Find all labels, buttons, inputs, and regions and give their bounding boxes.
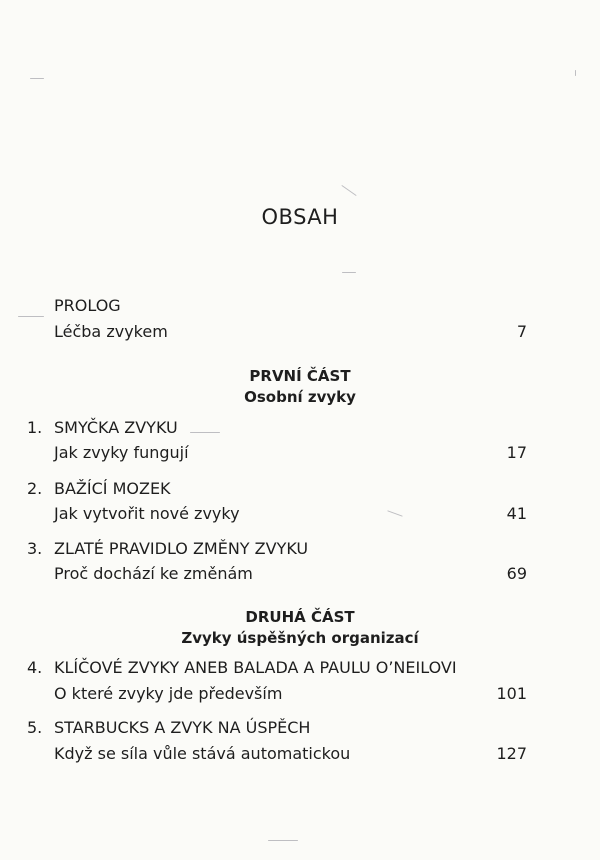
chapter-5-number: 5. — [27, 718, 43, 737]
chapter-5-subtitle-row — [0, 742, 600, 766]
chapter-3-page-number: 69 — [506, 564, 527, 583]
chapter-2-page-number: 41 — [506, 504, 527, 523]
scan-speck — [575, 70, 576, 76]
scan-speck — [268, 840, 298, 841]
chapter-2-subtitle: Jak vytvořit nové zvyky — [54, 504, 240, 523]
chapter-3-number: 3. — [27, 539, 43, 558]
chapter-2-title: BAŽÍCÍ MOZEK — [54, 479, 171, 498]
prolog-heading-row — [0, 294, 600, 318]
part-2-name: Zvyky úspěšných organizací — [181, 629, 419, 647]
chapter-3-title-row — [0, 537, 600, 561]
page-title: OBSAH — [261, 205, 339, 229]
chapter-1-subtitle: Jak zvyky fungují — [54, 443, 189, 462]
chapter-4-title: KLÍČOVÉ ZVYKY ANEB BALADA A PAULU O’NEILOVI — [54, 658, 457, 677]
chapter-5-title: STARBUCKS A ZVYK NA ÚSPĚCH — [54, 718, 311, 737]
scan-speck — [342, 272, 356, 273]
prolog-heading: PROLOG — [54, 296, 121, 315]
chapter-3-title: ZLATÉ PRAVIDLO ZMĚNY ZVYKU — [54, 539, 309, 558]
chapter-2-number: 2. — [27, 479, 43, 498]
scan-speck — [30, 78, 44, 79]
chapter-4-title-row — [0, 656, 600, 680]
chapter-3-subtitle: Proč dochází ke změnám — [54, 564, 253, 583]
chapter-3-subtitle-row — [0, 562, 600, 586]
chapter-5-title-row — [0, 716, 600, 740]
chapter-1-subtitle-row — [0, 441, 600, 465]
chapter-1-page-number: 17 — [506, 443, 527, 462]
prolog-page-number: 7 — [516, 322, 527, 341]
part-2-label: DRUHÁ ČÁST — [245, 608, 355, 626]
part-1-label: PRVNÍ ČÁST — [249, 367, 351, 385]
chapter-1-title: SMYČKA ZVYKU — [54, 418, 178, 437]
scan-speck — [341, 185, 356, 196]
prolog-subtitle-row — [0, 320, 600, 344]
chapter-5-subtitle: Když se síla vůle stává automatickou — [54, 744, 351, 763]
part-1-name: Osobní zvyky — [244, 388, 356, 406]
chapter-2-subtitle-row — [0, 502, 600, 526]
chapter-4-number: 4. — [27, 658, 43, 677]
chapter-1-number: 1. — [27, 418, 43, 437]
chapter-4-page-number: 101 — [496, 684, 527, 703]
chapter-4-subtitle: O které zvyky jde především — [54, 684, 283, 703]
chapter-2-title-row — [0, 477, 600, 501]
prolog-subtitle: Léčba zvykem — [54, 322, 168, 341]
chapter-1-title-row — [0, 416, 600, 440]
chapter-5-page-number: 127 — [496, 744, 527, 763]
chapter-4-subtitle-row — [0, 682, 600, 706]
